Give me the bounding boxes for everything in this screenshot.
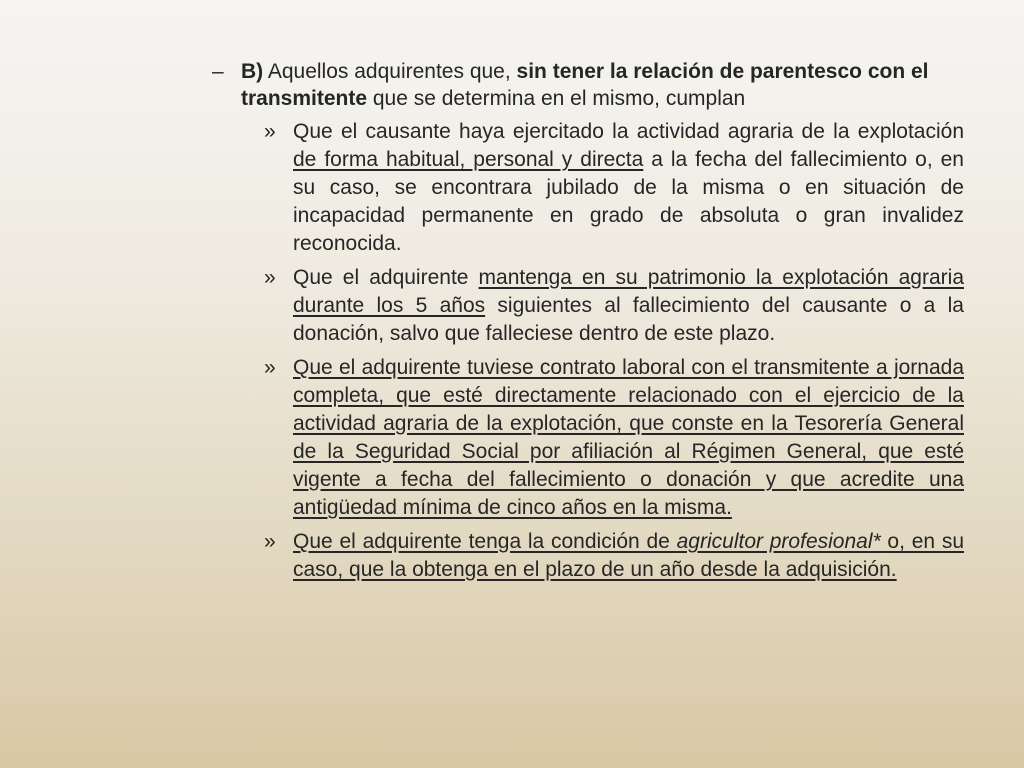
underlined-text: Que el adquirente tenga la condición de: [293, 530, 677, 553]
dash-bullet-icon: –: [212, 60, 224, 83]
list-item: [264, 528, 964, 584]
list-item: [264, 354, 964, 522]
list-item: [264, 118, 964, 258]
level1-text: [241, 58, 964, 112]
level1-text-part: que se determina en el mismo, cumplan: [367, 87, 746, 110]
chevron-bullet-icon: »: [264, 530, 276, 553]
level1-bold-phrase: sin tener la relación de parentesco con el transmitente: [241, 60, 929, 110]
list-item-text: [293, 118, 964, 258]
underlined-text: o, en su caso, que la obtenga en el plazo de un año desde la adquisición.: [293, 530, 965, 581]
list-item-text: [293, 528, 964, 584]
list-item: [264, 264, 964, 348]
underlined-text: de forma habitual, personal y directa: [293, 148, 644, 171]
text-run: a la fecha del fallecimiento o, en su caso, se encontrara jubilado de la misma o en situación de incapacidad permanente en grado de absoluta o gran invalidez reconocida.: [293, 148, 964, 255]
sub-bullet-list: [264, 118, 964, 590]
underlined-italic-text: [677, 530, 881, 553]
level1-bullet-item: [212, 58, 964, 112]
list-item-text: [293, 264, 964, 348]
text-run: siguientes al fallecimiento del causante o a la donación, salvo que falleciese dentro de este plazo.: [293, 294, 964, 345]
level1-label: B): [241, 60, 264, 83]
chevron-bullet-icon: »: [264, 120, 276, 143]
underlined-text: mantenga en su patrimonio la explotación agraria durante los 5 años: [293, 266, 964, 317]
italic-term: agricultor profesional*: [676, 530, 881, 553]
chevron-bullet-icon: »: [264, 266, 276, 289]
text-run: Que el causante haya ejercitado la actividad agraria de la explotación: [293, 120, 964, 143]
list-item-text: [293, 354, 964, 522]
underlined-text: Que el adquirente tuviese contrato laboral con el transmitente a jornada completa, que esté directamente relacionado con el ejercicio de la actividad agraria de la explotación, que conste en la Tesorería General de la Seguridad Social por afiliación al Régimen General, que esté vigente a fecha del fallecimiento o donación y que acredite una antigüedad mínima de cinco años en la misma.: [293, 356, 964, 519]
level1-text-part: Aquellos adquirentes que,: [263, 60, 517, 83]
text-run: Que el adquirente: [293, 266, 479, 289]
chevron-bullet-icon: »: [264, 356, 276, 379]
